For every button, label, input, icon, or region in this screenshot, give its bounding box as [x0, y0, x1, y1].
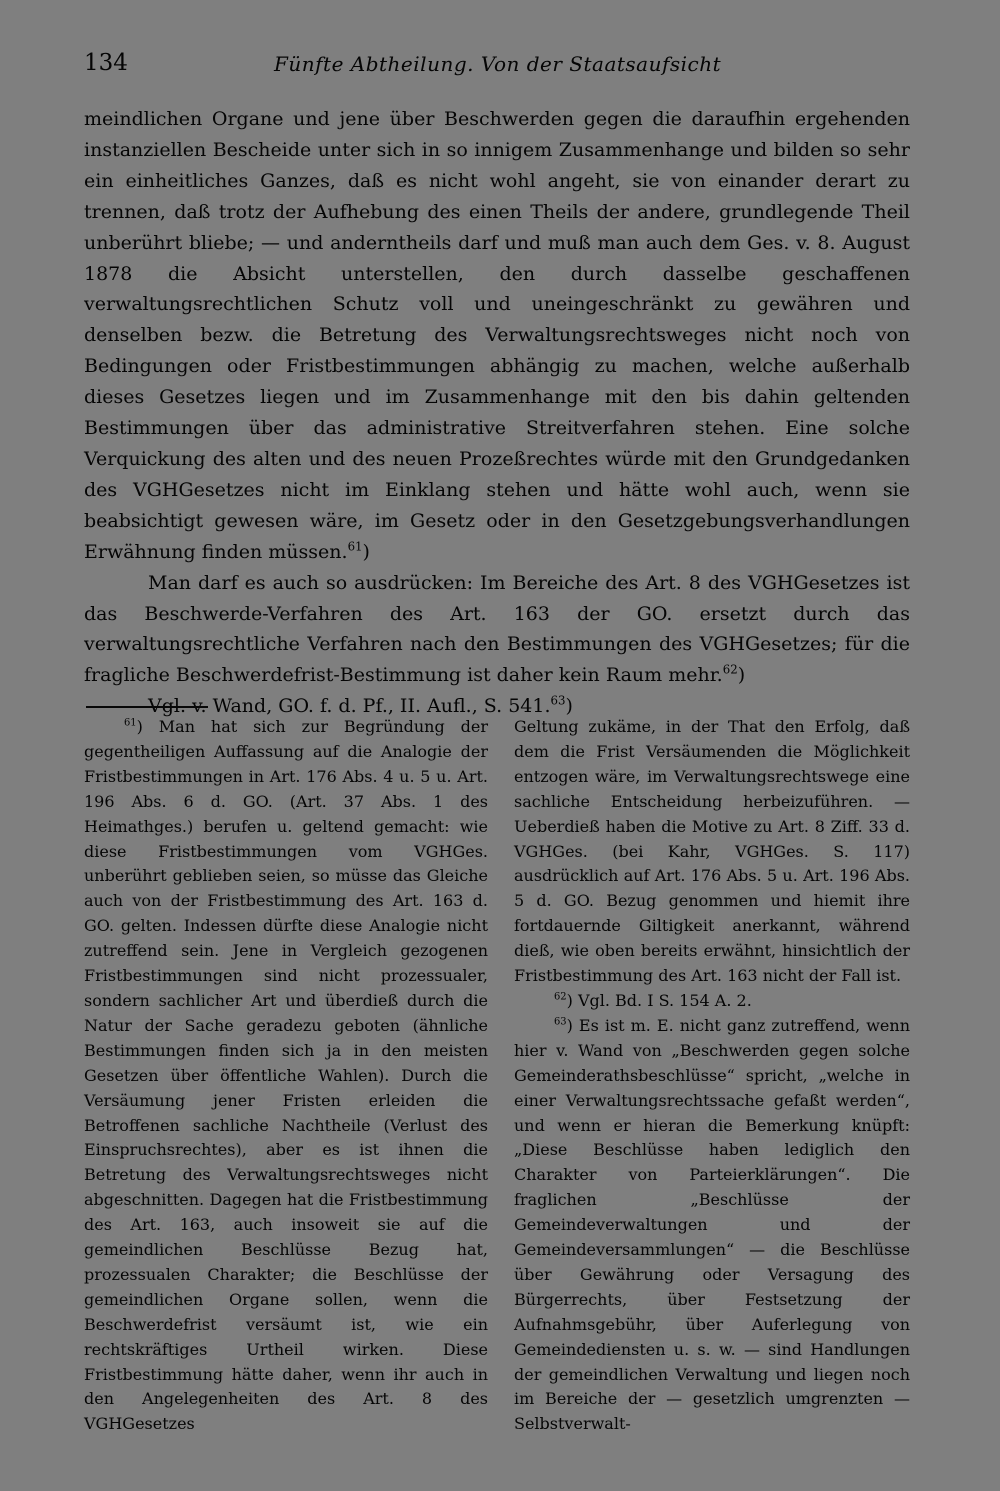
- footnote-mark-63: 63: [554, 1016, 567, 1028]
- main-text: [84, 104, 910, 722]
- footnote-ref-61: 61: [347, 539, 363, 554]
- page-header: [84, 50, 910, 86]
- page-number: 134: [84, 50, 128, 76]
- footnote-ref-62: 62: [722, 662, 738, 677]
- footnote-mark-62: 62: [554, 991, 567, 1003]
- footnote-separator: [86, 706, 208, 708]
- footnote-62: $^{62}$) Vgl. Bd. I S. 154 A. 2.: [554, 990, 752, 1010]
- footnote-61-continued: Geltung zukäme, in der That den Erfolg, daß dem die Frist Versäumenden die Möglichkeit entzogen wäre, im Verwaltungsrechtswege eine sachliche Entscheidung herbeizuführen. — Ueberdieß haben die Motive zu Art. 8 Ziff. 33 d. VGHGes. (bei Kahr, VGHGes. S. 117) ausdrücklich auf Art. 176 Abs. 5 u. Art. 196 Abs. 5 d. GO. Bezug genommen und hiemit ihre fortdauernde Giltigkeit anerkannt, während dieß, wie oben bereits erwähnt, hinsichtlich der Fristbestimmung des Art. 163 nicht der Fall ist.: [514, 717, 910, 986]
- footnotes-left-column: [84, 715, 488, 1437]
- footnote-ref-63: 63: [550, 693, 566, 708]
- footnote-61: $^{61}$) Man hat sich zur Begründung der gegentheiligen Auffassung auf die Analogie der Fristbestimmungen in Art. 176 Abs. 4 u. 5 u. Art. 196 Abs. 6 d. GO. (Art. 37 Abs. 1 des Heimathges.) berufen u. geltend gemacht: wie diese Fristbestimmungen vom VGHGes. unberührt geblieben seien, so müsse das Gleiche auch von der Fristbestimmung des Art. 163 d. GO. gelten. Indessen dürfte diese Analogie nicht zutreffend sein. Jene in Vergleich gezogenen Fristbestimmungen sind nicht prozessualer, sondern sachlicher Art und überdieß durch die Natur der Sache geradezu geboten (ähnliche Bestimmungen finden sich ja in den meisten Gesetzen über öffentliche Wahlen). Durch die Versäumung jener Fristen erleiden die Betroffenen sachliche Nachtheile (Verlust des Einspruchsrechtes), aber es ist ihnen die Betretung des Verwaltungsrechtsweges nicht abgeschnitten. Dagegen hat die Fristbestimmung des Art. 163, auch insoweit sie auf die gemeindlichen Beschlüsse Bezug hat, prozessualen Charakter; die Beschlüsse der gemeindlichen Organe sollen, wenn die Beschwerdefrist versäumt ist, wie ein rechtskräftiges Urtheil wirken. Diese Fristbestimmung hätte daher, wenn ihr auch in den Angelegenheiten des Art. 8 des VGHGesetzes: [84, 717, 488, 1434]
- paragraph-1: meindlichen Organe und jene über Beschwerden gegen die daraufhin ergehenden instanziellen Bescheide unter sich in so innigem Zusammenhange und bilden so sehr ein einheitliches Ganzes, daß es nicht wohl angeht, sie von einander derart zu trennen, daß trotz der Aufhebung des einen Theils der andere, grundlegende Theil unberührt bliebe; — und anderntheils darf und muß man auch dem Ges. v. 8. August 1878 die Absicht unterstellen, den durch dasselbe geschaffenen verwaltungsrechtlichen Schutz voll und uneingeschränkt zu gewähren und denselben bezw. die Betretung des Verwaltungsrechtsweges nicht noch von Bedingungen oder Fristbestimmungen abhängig zu machen, welche außerhalb dieses Gesetzes liegen und im Zusammenhange mit den bis dahin geltenden Bestimmungen über das administrative Streitverfahren stehen. Eine solche Verquickung des alten und des neuen Prozeßrechtes würde mit den Grundgedanken des VGHGesetzes nicht im Einklang stehen und hätte wohl auch, wenn sie beabsichtigt gewesen wäre, im Gesetz oder in den Gesetzgebungsverhandlungen Erwähnung finden müssen.$^{61}$): [84, 108, 910, 563]
- footnotes-right-column: [514, 715, 910, 1437]
- running-title: Fünfte Abtheilung. Von der Staatsaufsicht: [274, 52, 722, 76]
- paragraph-3: Vgl. v. Wand, GO. f. d. Pf., II. Aufl., S. 541.63): [148, 693, 573, 718]
- footnote-63: $^{63}$) Es ist m. E. nicht ganz zutreffend, wenn hier v. Wand von „Beschwerden gegen solche Gemeinderathsbeschlüsse“ spricht, „welche in einer Verwaltungsrechtssache gefaßt werden“, und wenn er hieran die Bemerkung knüpft: „Diese Beschlüsse haben lediglich den Charakter von Parteierklärungen“. Die fraglichen „Beschlüsse der Gemeindeverwaltungen und der Gemeindeversammlungen“ — die Beschlüsse über Gewährung oder Versagung des Bürgerrechts, über Festsetzung der Aufnahmsgebühr, über Auferlegung von Gemeindediensten u. s. w. — sind Handlungen der gemeindlichen Verwaltung und liegen noch im Bereiche der — gesetzlich umgrenzten — Selbstverwalt-: [514, 1015, 910, 1434]
- footnote-mark-61: 61: [124, 717, 137, 729]
- paragraph-2: Man darf es auch so ausdrücken: Im Bereiche des Art. 8 des VGHGesetzes ist das Beschwerde-Verfahren des Art. 163 der GO. ersetzt durch das verwaltungsrechtliche Verfahren nach den Bestimmungen des VGHGesetzes; für die fragliche Beschwerdefrist-Bestimmung ist daher kein Raum mehr.$^{62}$): [84, 571, 910, 687]
